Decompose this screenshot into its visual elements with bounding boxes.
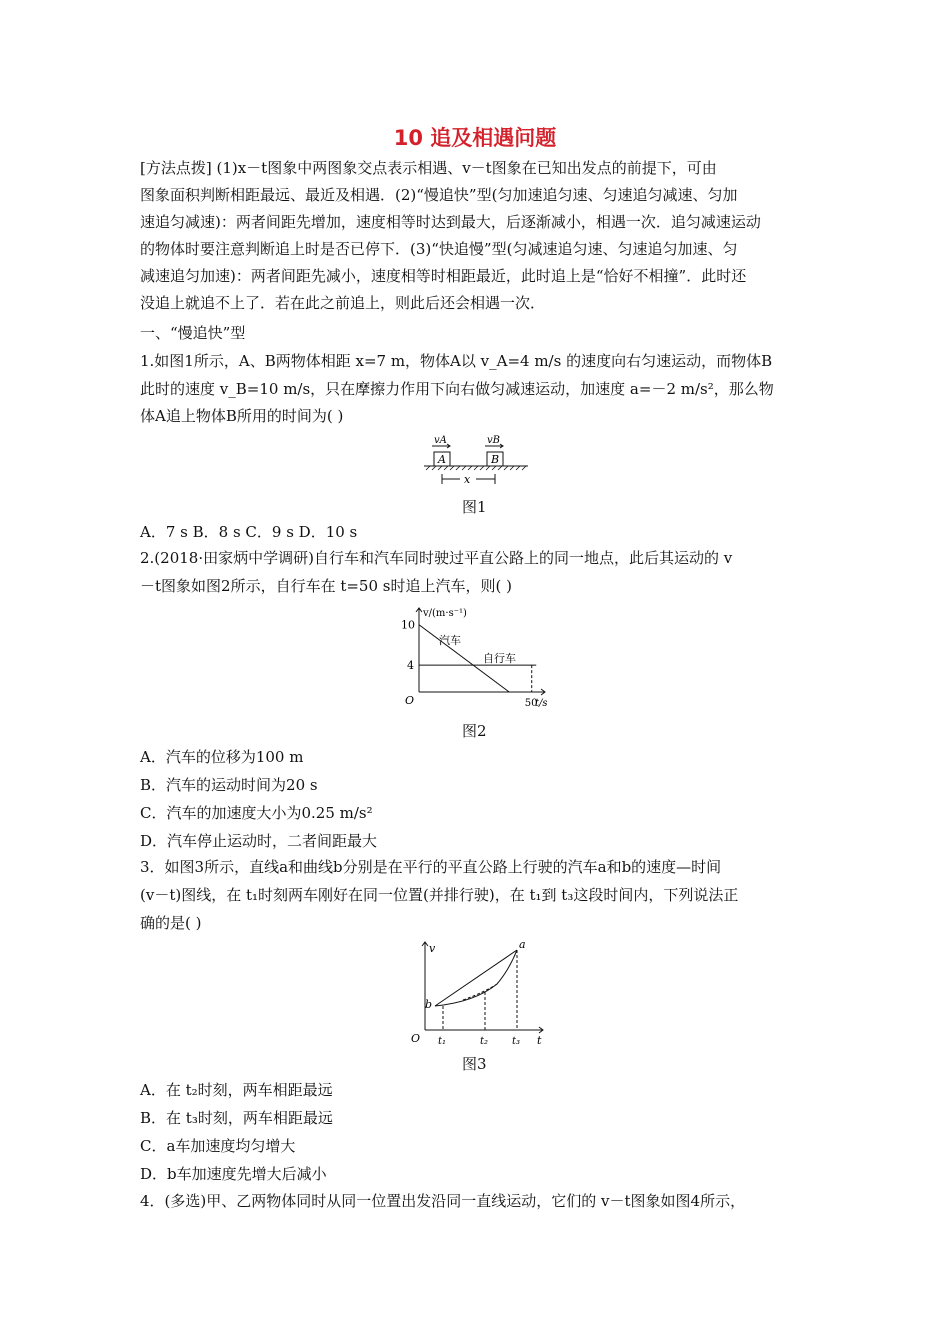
q3-line: 3．如图3所示，直线a和曲线b分别是在平行的平直公路上行驶的汽车a和b的速度—时间: [140, 858, 722, 876]
figure-1-caption: 图1: [462, 498, 487, 516]
intro-line: 没追上就追不上了．若在此之前追上，则此后还会相遇一次．: [140, 294, 546, 312]
q4-line: 4．(多选)甲、乙两物体同时从同一位置出发沿同一直线运动，它们的 v－t图象如图4所示，: [140, 1192, 746, 1210]
intro-line: 图象面积判断相距最远、最近及相遇．(2)“慢追快”型(匀加速追匀速、匀速追匀减速、匀加: [140, 186, 738, 204]
x-axis-label: t/s: [535, 698, 548, 709]
series-label-bike: 自行车: [483, 652, 516, 665]
x-tick-label: t₃: [512, 1036, 521, 1047]
q3-line: (v－t)图线，在 t₁时刻两车刚好在同一位置(并排行驶)，在 t₁到 t₃这段时间内，下列说法正: [140, 886, 739, 904]
intro-line: 速追匀减速)：两者间距先增加，速度相等时达到最大，后逐渐减小，相遇一次．追匀减速运动: [140, 213, 761, 231]
x-axis-label: t: [537, 1034, 542, 1047]
series-label-a: a: [519, 938, 526, 951]
origin-label: O: [405, 694, 415, 707]
label-vB: vB: [487, 435, 500, 446]
label-B: B: [491, 453, 500, 466]
figure-1: [420, 432, 530, 492]
figure-2-chart: [395, 600, 555, 712]
series-label-car: 汽车: [439, 634, 461, 647]
tangent-dashed: [463, 984, 497, 1000]
q3-line: 确的是( ): [140, 914, 202, 932]
y-tick-label: 4: [407, 659, 414, 673]
q3-option: C．a车加速度均匀增大: [140, 1137, 296, 1155]
line-a: [435, 950, 517, 1006]
q2-option: C．汽车的加速度大小为0.25 m/s²: [140, 804, 373, 822]
q2-line: 2.(2018·田家炳中学调研)自行车和汽车同时驶过平直公路上的同一地点，此后其运动的 v: [140, 549, 733, 567]
y-axis-label: v/(m·s⁻¹): [423, 608, 467, 619]
q2-option: A．汽车的位移为100 m: [140, 748, 304, 766]
ground-hatch: [426, 466, 526, 470]
q2-line: －t图象如图2所示，自行车在 t=50 s时追上汽车，则( ): [140, 577, 512, 595]
x-tick-label: 50: [524, 698, 538, 709]
label-vA: vA: [434, 435, 447, 446]
q3-option: A．在 t₂时刻，两车相距最远: [140, 1081, 333, 1099]
q3-option: D．b车加速度先增大后减小: [140, 1165, 327, 1183]
label-A: A: [438, 453, 446, 466]
y-axis-label: v: [429, 942, 436, 955]
section-heading: 一、“慢追快”型: [140, 324, 246, 342]
figure-3-chart: [405, 936, 555, 1048]
x-tick-label: t₁: [438, 1036, 447, 1047]
intro-line: [方法点拨] (1)x－t图象中两图象交点表示相遇、v－t图象在已知出发点的前提下，可由: [140, 159, 717, 177]
intro-line: 的物体时要注意判断追上时是否已停下．(3)“快追慢”型(匀减速追匀速、匀速追匀加速、匀: [140, 240, 738, 258]
origin-label: O: [411, 1032, 421, 1045]
y-tick-label: 10: [401, 618, 415, 632]
series-label-b: b: [425, 998, 433, 1011]
q2-option: B．汽车的运动时间为20 s: [140, 776, 318, 794]
q3-option: B．在 t₃时刻，两车相距最远: [140, 1109, 333, 1127]
q1-options: A．7 s B．8 s C．9 s D．10 s: [140, 523, 358, 541]
figure-3-caption: 图3: [462, 1055, 487, 1073]
q1-line: 1.如图1所示，A、B两物体相距 x=7 m，物体A以 v_A=4 m/s 的速度向右匀速运动，而物体B: [140, 352, 773, 370]
x-tick-label: t₂: [480, 1036, 489, 1047]
q1-line: 此时的速度 v_B=10 m/s，只在摩擦力作用下向右做匀减速运动，加速度 a=－2 m/s²，那么物: [140, 380, 774, 398]
figure-2-caption: 图2: [462, 722, 487, 740]
q1-line: 体A追上物体B所用的时间为( ): [140, 407, 344, 425]
intro-line: 减速追匀加速)：两者间距先减小，速度相等时相距最近，此时追上是“恰好不相撞”．此时还: [140, 267, 747, 285]
page-title: 10 追及相遇问题: [393, 126, 557, 150]
label-x: x: [464, 473, 471, 486]
q2-option: D．汽车停止运动时，二者间距最大: [140, 832, 378, 850]
